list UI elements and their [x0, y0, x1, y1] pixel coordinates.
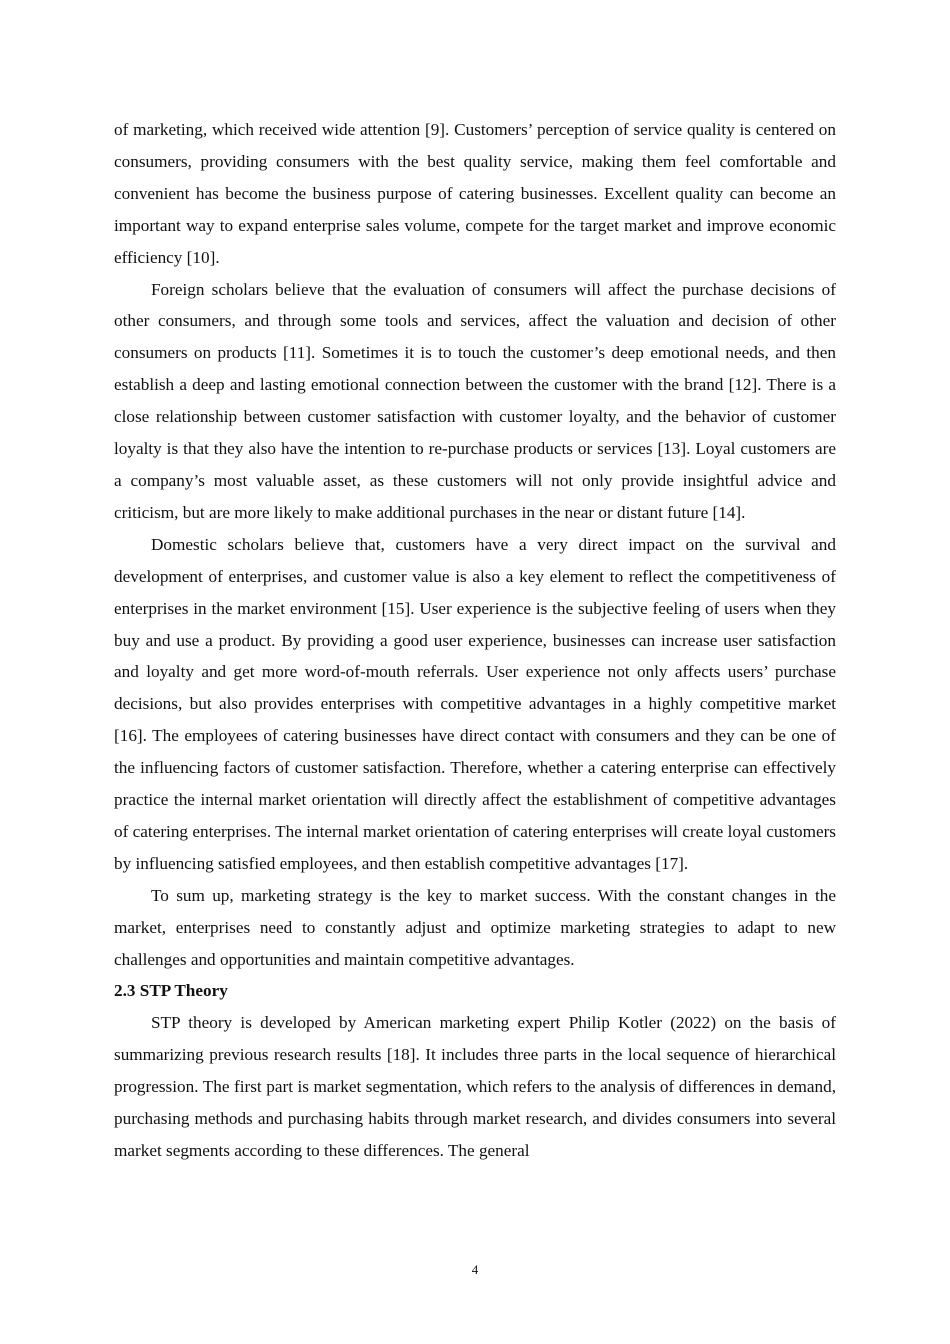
paragraph-domestic-scholars: Domestic scholars believe that, customers have a very direct impact on the survival and development of enterprises, and customer value is also a key element to reflect the competitiveness of enterprises in the market environment [15]. User experience is the subjective feeling of users when they buy and use a product. By providing a good user experience, businesses can increase user satisfaction and loyalty and get more word-of-mouth referrals. User experience not only affects users’ purchase decisions, but also provides enterprises with competitive advantages in a highly competitive market [16]. The employees of catering businesses have direct contact with consumers and they can be one of the influencing factors of customer satisfaction. Therefore, whether a catering enterprise can effectively practice the internal market orientation will directly affect the establishment of competitive advantages of catering enterprises. The internal market orientation of catering enterprises will create loyal customers by influencing satisfied employees, and then establish competitive advantages [17].: [114, 534, 836, 873]
section-heading: 2.3 STP Theory: [114, 981, 228, 1001]
paragraph-stp-theory: STP theory is developed by American marketing expert Philip Kotler (2022) on the basis of summarizing previous research results [18]. It includes three parts in the local sequence of hierarchical progression. The first part is market segmentation, which refers to the analysis of differences in demand, purchasing methods and purchasing habits through market research, and divides consumers into several market segments according to these differences. The general: [114, 1013, 836, 1160]
paragraph-summary: To sum up, marketing strategy is the key to market success. With the constant changes in the market, enterprises need to constantly adjust and optimize marketing strategies to adapt to new challenges and opportunities and maintain competitive advantages.: [114, 885, 836, 969]
paragraph-foreign-scholars: Foreign scholars believe that the evaluation of consumers will affect the purchase decisions of other consumers, and through some tools and services, affect the valuation and decision of other consumers on products [11]. Sometimes it is to touch the customer’s deep emotional needs, and then establish a deep and lasting emotional connection between the customer with the brand [12]. There is a close relationship between customer satisfaction with customer loyalty, and the behavior of customer loyalty is that they also have the intention to re-purchase products or services [13]. Loyal customers are a company’s most valuable asset, as these customers will not only provide insightful advice and criticism, but are more likely to make additional purchases in the near or distant future [14].: [114, 279, 836, 522]
document-body: [114, 114, 836, 1167]
paragraph-continued: of marketing, which received wide attention [9]. Customers’ perception of service quality is centered on consumers, providing consumers with the best quality service, making them feel comfortable and convenient has become the business purpose of catering businesses. Excellent quality can become an important way to expand enterprise sales volume, compete for the target market and improve economic efficiency [10].: [114, 120, 836, 267]
page-number: 4: [471, 1262, 479, 1277]
